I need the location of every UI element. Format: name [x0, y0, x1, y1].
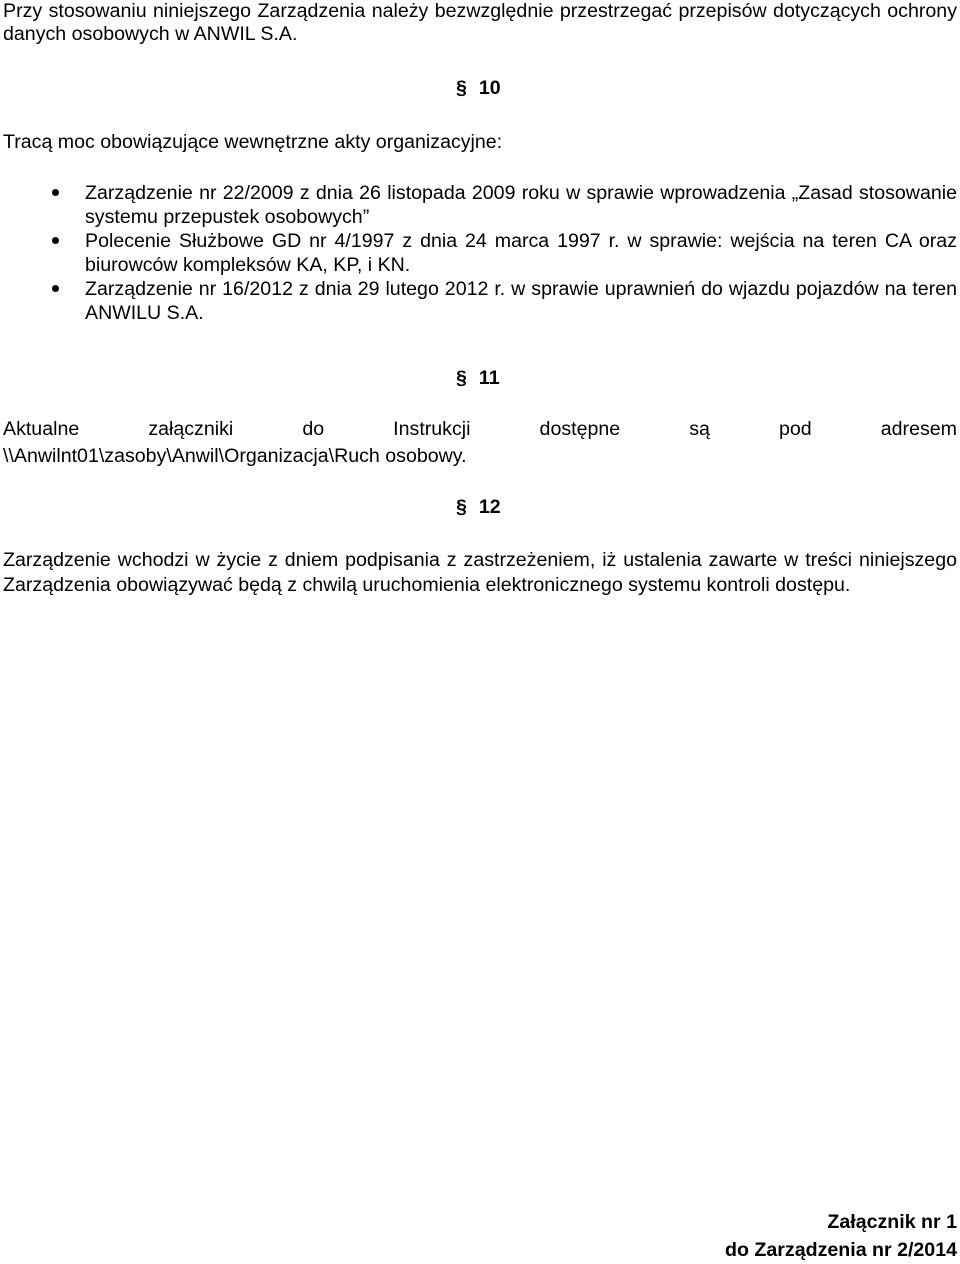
list-item-text: Polecenie Służbowe GD nr 4/1997 z dnia 24 marca 1997 r. w sprawie: wejścia na teren CA oraz biurowców kompleksów KA, KP, i KN.: [85, 230, 957, 276]
section-12-heading: [456, 496, 501, 519]
section-12-paragraph: Zarządzenie wchodzi w życie z dniem podpisania z zastrzeżeniem, iż ustalenia zawarte w treści niniejszego Zarządzenia obowiązywać będą z chwilą uruchomienia elektronicznego systemu kontroli dostępu.: [3, 549, 957, 596]
section-symbol: §: [456, 77, 467, 99]
list-item: [0, 229, 957, 277]
repealed-acts-list: [0, 181, 957, 325]
section-symbol: §: [456, 496, 467, 518]
section-11-heading: [456, 367, 500, 390]
list-item-text: Zarządzenie nr 22/2009 z dnia 26 listopada 2009 roku w sprawie wprowadzenia „Zasad stosowanie systemu przepustek osobowych”: [85, 182, 957, 228]
section-number: 11: [478, 367, 500, 389]
bullet-icon: [52, 237, 59, 244]
section-number: 10: [478, 77, 501, 99]
list-item: [0, 181, 957, 229]
section-10-lead: Tracą moc obowiązujące wewnętrzne akty organizacyjne:: [3, 131, 503, 153]
section-number: 12: [478, 496, 501, 518]
bullet-icon: [52, 189, 59, 196]
bullet-icon: [52, 285, 59, 292]
attachment-line-2: do Zarządzenia nr 2/2014: [725, 1239, 957, 1261]
list-item-text: Zarządzenie nr 16/2012 z dnia 29 lutego 2012 r. w sprawie uprawnień do wjazdu pojazdów na teren ANWILU S.A.: [85, 278, 957, 324]
section-10-heading: [456, 77, 501, 100]
list-item: [0, 277, 957, 325]
attachment-line-1: Załącznik nr 1: [827, 1211, 957, 1233]
section-symbol: §: [456, 367, 467, 389]
intro-paragraph: Przy stosowaniu niniejszego Zarządzenia należy bezwzględnie przestrzegać przepisów dotyczących ochrony danych osobowych w ANWIL S.A.: [3, 0, 957, 45]
section-11-text-line1: Aktualne załączniki do Instrukcji dostępne są pod adresem: [3, 418, 957, 440]
section-11-path: \\Anwilnt01\zasoby\Anwil\Organizacja\Ruch osobowy.: [3, 445, 467, 467]
attachment-label: [725, 1208, 957, 1264]
